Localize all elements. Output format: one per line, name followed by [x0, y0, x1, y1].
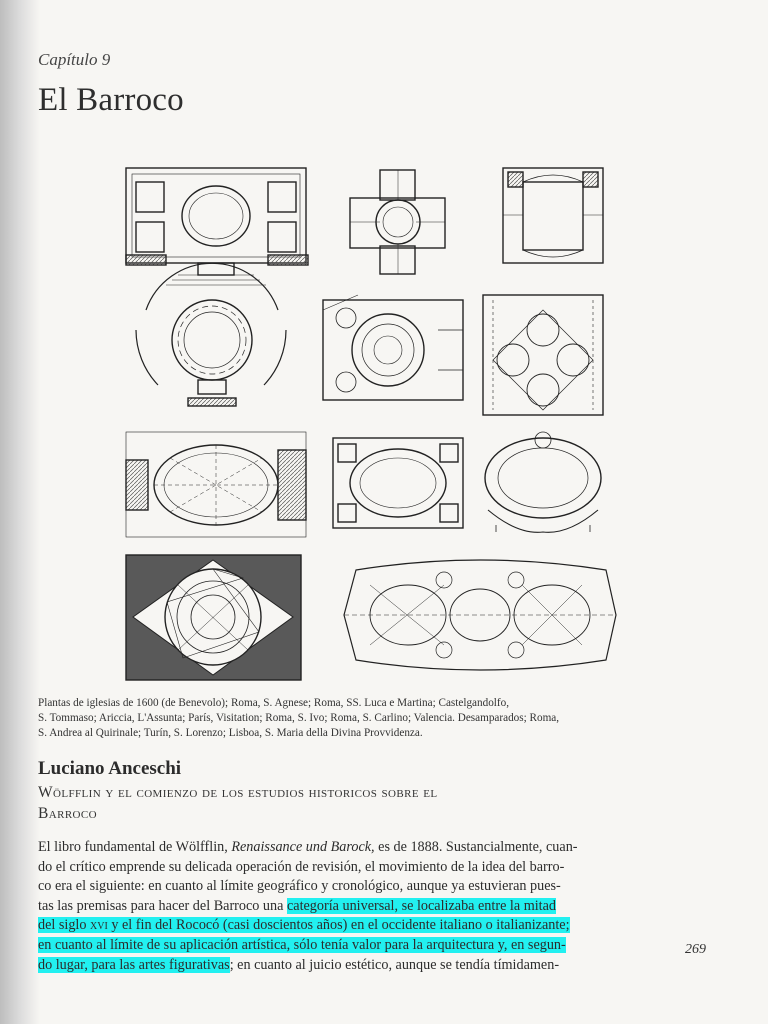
plan-lisboa-divina-provvidenza [344, 560, 616, 670]
chapter-label: Capítulo 9 [38, 50, 111, 69]
body-line [38, 936, 660, 956]
essay-title-line: Wölfflin y el comienzo de los estudios historicos sobre el [38, 784, 438, 801]
essay-title-line: Barroco [38, 805, 97, 822]
body-line: tas las premisas para hacer del Barroco una categoría universal, se localizaba entre la mitad [38, 897, 557, 914]
caption-line: S. Andrea al Quirinale; Turín, S. Lorenzo; Lisboa, S. Maria della Divina Provvidenza. [38, 727, 423, 739]
figure-caption [38, 696, 678, 741]
book-title: Renaissance und Barock, [231, 839, 375, 855]
plan-s-agnese [126, 168, 308, 285]
plan-ss-luca-e-martina [350, 170, 445, 274]
essay-title [38, 782, 638, 824]
chapter-title: El Barroco [38, 82, 184, 118]
floor-plans-illustration [118, 160, 618, 685]
plan-castelgandolfo [503, 168, 603, 263]
body-paragraph [38, 838, 660, 975]
body-line: do lugar, para las artes figurativas; en cuanto al juicio estético, aunque se tendía tímidamen- [38, 956, 560, 973]
caption-line: Plantas de iglesias de 1600 (de Benevolo); Roma, S. Agnese; Roma, SS. Luca e Martina; Castelgandolfo, [38, 697, 510, 709]
plan-turin-s-lorenzo [126, 555, 301, 680]
body-line [38, 916, 660, 936]
page-binding-shadow [0, 0, 40, 1024]
essay-author: Luciano Anceschi [38, 758, 182, 779]
body-line: co era el siguiente: en cuanto al límite geográfico y cronológico, aunque ya estuvieran pues- [38, 878, 561, 895]
highlighted-text: en cuanto al límite de su aplicación artística, sólo tenía valor para la arquitectura y, en segun- [38, 936, 566, 953]
caption-line: S. Tommaso; Ariccia, L'Assunta; París, Visitation; Roma, S. Ivo; Roma, S. Carlino; Valencia. Desamparados; Roma, [38, 712, 560, 724]
highlighted-text: del siglo xvi y el fin del Rococó (casi doscientos años) en el occidente italiano o italianizante; [38, 917, 570, 934]
body-line: do el crítico emprende su delicada operación de revisión, el movimiento de la idea del barro- [38, 858, 565, 875]
highlighted-text: categoría universal, se localizaba entre la mitad [286, 897, 557, 914]
page-number: 269 [685, 942, 706, 957]
body-line: El libro fundamental de Wölfflin, Renaissance und Barock, es de 1888. Sustancialmente, cuan- [38, 839, 578, 855]
plan-s-andrea-al-quirinale [485, 432, 601, 532]
plan-paris-visitation [323, 295, 463, 400]
highlighted-text: do lugar, para las artes figurativas [38, 956, 230, 973]
church-plans-figure [118, 160, 618, 685]
plan-valencia-desamparados [333, 438, 463, 528]
plan-s-ivo [483, 295, 603, 415]
plan-s-carlino [126, 432, 306, 537]
